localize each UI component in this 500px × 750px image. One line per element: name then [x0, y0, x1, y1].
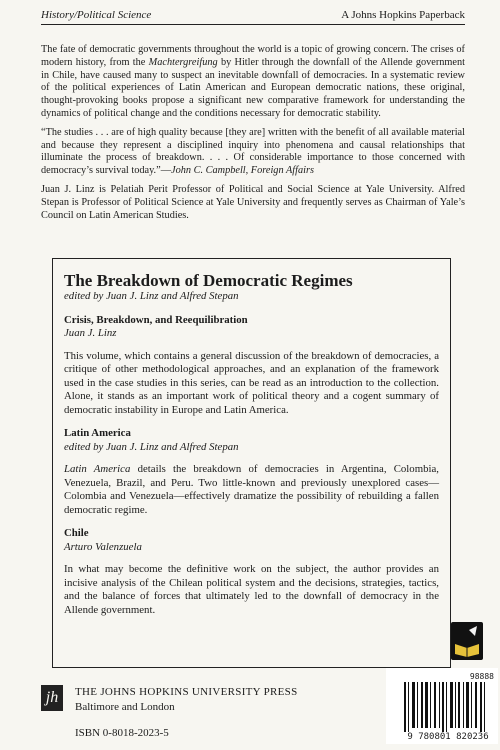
series-editors: edited by Juan J. Linz and Alfred Stepan	[64, 290, 239, 302]
series-label: History/Political Science	[41, 9, 152, 21]
volume-title: Crisis, Breakdown, and Reequilibration	[64, 313, 248, 326]
volume-description: In what may become the definitive work on the subject, the author provides an incisive analysis of the Chilean political system and the decisions, strategies, tactics, and the balance of forces that ultimately led to the downfall of democracy in the Allende government.	[64, 563, 439, 616]
price-code: 98888	[469, 672, 494, 681]
publisher-line: A Johns Hopkins Paperback	[341, 9, 465, 21]
header-rule	[41, 24, 465, 25]
review-quote: “The studies . . . are of high quality because [they are] written with the benefit of all available material and because they represent a disciplined inquiry into phenomena and causal relationships that illuminate the process of breakdown. . . . Of considerable importance to those concerned with democracy’s survival today.”—John C. Campbell, Foreign Affairs	[41, 126, 465, 177]
series-title: The Breakdown of Democratic Regimes	[64, 271, 353, 290]
quote-source: John C. Campbell, Foreign Affairs	[171, 165, 315, 177]
jhu-press-logo: jh	[41, 685, 63, 711]
intro-text	[41, 44, 465, 228]
volume-author: Arturo Valenzuela	[64, 540, 142, 553]
volume-title: Chile	[64, 527, 89, 539]
barcode	[386, 668, 498, 744]
author-bios: Juan J. Linz is Pelatiah Perit Professor of Political and Social Science at Yale University. Alfred Stepan is Professor of Political Science at Yale University and frequently serves as Chairman of Yale’s Council on Latin American Studies.	[41, 183, 465, 221]
press-city: Baltimore and London	[75, 701, 175, 713]
volume-title: Latin America	[64, 427, 131, 439]
series-box	[52, 258, 451, 668]
volume-crisis	[64, 314, 439, 418]
volume-latin-america	[64, 427, 439, 517]
ean-number: 9 780801 820236	[407, 732, 489, 742]
volume-author: edited by Juan J. Linz and Alfred Stepan	[64, 440, 239, 453]
volume-description: Latin America details the breakdown of democracies in Argentina, Colombia, Venezuela, Brazil, and Peru. Two little-known and previously unexplored cases—Colombia and Venezuela—effectively dramatize the possibility of rebuilding a fallen democratic regime.	[64, 463, 439, 516]
open-book-icon	[451, 622, 483, 660]
volume-description: This volume, which contains a general discussion of the breakdown of democracies, a critique of other methodological approaches, and an explanation of the framework used in the case studies in this series, can be read as an introduction to the collection. Alone, it stands as an important work of political theory and a cogent summary of democratic instability in Europe and Latin America.	[64, 349, 439, 416]
running-header	[41, 6, 465, 22]
press-name: THE JOHNS HOPKINS UNIVERSITY PRESS	[75, 686, 298, 698]
isbn: ISBN 0-8018-2023-5	[75, 727, 169, 739]
press-imprint	[41, 683, 341, 743]
volume-chile	[64, 527, 439, 617]
intro-paragraph: The fate of democratic governments throughout the world is a topic of growing concern. The crises of modern history, from the Machtergreifung by Hitler through the downfall of the Allende government in Chile, have caused many to suspect an inevitable downfall of democracies. In a systematic review of the political experiences of Latin American and European democratic nations, these original, thought-provoking books propose a significant new comparative framework for understanding the dynamics of political change and the conditions necessary for democratic stability.	[41, 44, 466, 119]
volume-author: Juan J. Linz	[64, 327, 117, 339]
